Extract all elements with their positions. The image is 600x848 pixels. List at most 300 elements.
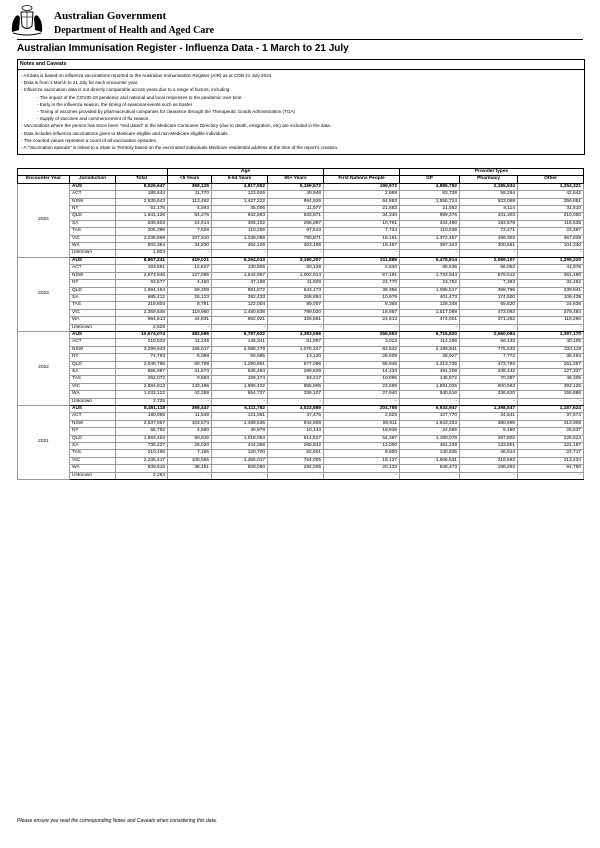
table-row	[18, 435, 584, 442]
value-cell: 25,637	[518, 428, 584, 435]
value-cell: 262,072	[116, 376, 168, 383]
value-cell: 2,528	[116, 324, 168, 331]
value-cell: 1,694,154	[116, 287, 168, 294]
encounter-year-cell: 2024	[18, 183, 70, 257]
table-row	[18, 457, 584, 464]
coat-of-arms-icon	[8, 4, 46, 38]
value-cell: 368,796	[460, 287, 518, 294]
value-cell: 802,364	[116, 243, 168, 250]
value-cell: 31,674	[168, 368, 212, 375]
value-cell: 365,102	[212, 220, 268, 227]
value-cell: 72,471	[460, 228, 518, 235]
value-cell: 2,236,859	[116, 235, 168, 242]
column-header: <5 Years	[168, 176, 212, 183]
table-group-header-row	[18, 169, 584, 176]
jurisdiction-cell: QLD	[70, 361, 116, 368]
value-cell: 3,299,643	[116, 346, 168, 353]
value-cell: 121,061	[212, 413, 268, 420]
value-cell: 65,946	[324, 361, 400, 368]
value-cell: 266,854	[268, 294, 324, 301]
table-row	[18, 398, 584, 405]
jurisdiction-cell: SA	[70, 368, 116, 375]
table-row	[18, 243, 584, 250]
value-cell: 64,275	[168, 213, 212, 220]
value-cell: -	[212, 250, 268, 257]
value-cell: 1,843,333	[400, 420, 460, 427]
value-cell: 11,549	[168, 413, 212, 420]
value-cell: 255,553	[324, 331, 400, 338]
value-cell: -	[460, 398, 518, 405]
value-cell: 107,770	[400, 413, 460, 420]
value-cell: 614,527	[268, 435, 324, 442]
value-cell: 633,871	[268, 213, 324, 220]
government-name: Australian Government	[54, 10, 167, 22]
value-cell: 56,133	[460, 339, 518, 346]
value-cell: 185,644	[116, 191, 168, 198]
value-cell: 265,842	[268, 443, 324, 450]
value-cell: 211,886	[324, 257, 400, 264]
jurisdiction-cell: WA	[70, 317, 116, 324]
value-cell: 2,235,417	[116, 457, 168, 464]
table-row	[18, 220, 584, 227]
value-cell: 145,972	[400, 376, 460, 383]
value-cell: 1,427,222	[212, 198, 268, 205]
column-header: 65+ Years	[268, 176, 324, 183]
table-row	[18, 406, 584, 413]
value-cell: 473,093	[460, 309, 518, 316]
value-cell: 133,801	[460, 443, 518, 450]
value-cell: 999,376	[400, 213, 460, 220]
value-cell: 119,960	[168, 309, 212, 316]
value-cell: 481,239	[400, 443, 460, 450]
table-row	[18, 368, 584, 375]
jurisdiction-cell: NSW	[70, 272, 116, 279]
value-cell: 4,660	[168, 428, 212, 435]
value-cell: 41,976	[518, 265, 584, 272]
value-cell: 2,284	[116, 472, 168, 479]
value-cell: 199,972	[324, 183, 400, 190]
value-cell: 64,683	[324, 198, 400, 205]
value-cell: 1,606,631	[400, 457, 460, 464]
value-cell: -	[400, 398, 460, 405]
value-cell: 193,561	[116, 265, 168, 272]
value-cell: 764,005	[268, 457, 324, 464]
value-cell: 10,674,074	[116, 331, 168, 338]
note-line: - A "Vaccination episode" is linked to a State or Territory based on the vaccinated individuals Medicare residential address at the time of the report's creation.	[21, 145, 339, 151]
table-row	[18, 354, 584, 361]
value-cell: 5,159,572	[268, 183, 324, 190]
value-cell: 548,473	[400, 465, 460, 472]
encounter-year-cell: 2023	[18, 257, 70, 331]
value-cell: 143,486	[168, 383, 212, 390]
table-row	[18, 331, 584, 338]
value-cell: 37,674	[518, 413, 584, 420]
value-cell: 1,338,088	[212, 235, 268, 242]
table-header-row	[18, 176, 584, 183]
note-line: - The counted values represent a count of all vaccination episodes.	[21, 137, 158, 143]
value-cell: 464,126	[212, 243, 268, 250]
government-header	[8, 4, 308, 38]
value-cell: 7,772	[460, 354, 518, 361]
value-cell: 356,851	[518, 198, 584, 205]
value-cell: 1,733,944	[400, 272, 460, 279]
value-cell: 83,738	[400, 191, 460, 198]
value-cell: -	[324, 472, 400, 479]
jurisdiction-cell: Unknown	[70, 472, 116, 479]
value-cell: 1,693,404	[116, 435, 168, 442]
value-cell: -	[460, 472, 518, 479]
value-cell: 105,555	[168, 457, 212, 464]
jurisdiction-cell: AUS	[70, 183, 116, 190]
value-cell: 47,188	[212, 280, 268, 287]
value-cell: -	[324, 398, 400, 405]
value-cell: -	[212, 398, 268, 405]
jurisdiction-cell: NSW	[70, 346, 116, 353]
table-row	[18, 383, 584, 390]
value-cell: -	[268, 250, 324, 257]
value-cell: -	[324, 324, 400, 331]
value-cell: 8,491,118	[116, 406, 168, 413]
value-cell: 205,396	[116, 228, 168, 235]
value-cell: 82,601	[268, 450, 324, 457]
value-cell: 42,642	[518, 191, 584, 198]
column-header: Encounter Year	[18, 176, 70, 183]
value-cell: 1,803	[116, 250, 168, 257]
jurisdiction-cell: ACT	[70, 413, 116, 420]
notes-heading: Notes and Caveats	[18, 60, 584, 70]
value-cell: 1,885,422	[212, 383, 268, 390]
value-cell: 685,412	[116, 294, 168, 301]
value-cell: 401,473	[400, 294, 460, 301]
value-cell: 113,462	[168, 198, 212, 205]
jurisdiction-cell: ACT	[70, 339, 116, 346]
value-cell: 40,105	[518, 339, 584, 346]
value-cell: 775,533	[460, 346, 518, 353]
jurisdiction-cell: AUS	[70, 257, 116, 264]
value-cell: 121,187	[518, 443, 584, 450]
value-cell: 1,555,724	[400, 198, 460, 205]
jurisdiction-cell: NSW	[70, 198, 116, 205]
table-row	[18, 317, 584, 324]
value-cell: 482,596	[168, 331, 212, 338]
value-cell: 1,002,914	[268, 272, 324, 279]
table-row	[18, 443, 584, 450]
value-cell: 195,293	[460, 465, 518, 472]
value-cell: 69,309	[168, 287, 212, 294]
value-cell: 130,805	[212, 265, 268, 272]
column-header: Pharmacy	[460, 176, 518, 183]
value-cell: 210,050	[518, 213, 584, 220]
value-cell: 5,088	[168, 354, 212, 361]
value-cell: 7,734	[324, 228, 400, 235]
value-cell: 14,234	[324, 368, 400, 375]
value-cell: 393,125	[518, 383, 584, 390]
value-cell: 369,125	[168, 183, 212, 190]
value-cell: 9,683	[168, 376, 212, 383]
value-cell: 32,462	[518, 280, 584, 287]
table-row	[18, 272, 584, 279]
value-cell: 18,127	[324, 457, 400, 464]
value-cell: 2,369,646	[116, 309, 168, 316]
value-cell: 535,484	[212, 368, 268, 375]
value-cell: 34,641	[460, 413, 518, 420]
jurisdiction-cell: QLD	[70, 435, 116, 442]
value-cell: 26,123	[168, 294, 212, 301]
value-cell: 790,871	[268, 235, 324, 242]
jurisdiction-cell: NT	[70, 428, 116, 435]
table-row	[18, 391, 584, 398]
value-cell: 45,006	[212, 206, 268, 213]
value-cell: 2,537,957	[116, 420, 168, 427]
value-cell: 24,614	[168, 220, 212, 227]
table-row	[18, 250, 584, 257]
value-cell: 361,490	[518, 272, 584, 279]
value-cell: 294,005	[268, 465, 324, 472]
value-cell: 11,577	[268, 206, 324, 213]
value-cell: 344,490	[400, 220, 460, 227]
value-cell: 63,577	[116, 280, 168, 287]
column-header: Total	[116, 176, 168, 183]
encounter-year-cell: 2021	[18, 406, 70, 480]
value-cell: 1,254,321	[518, 183, 584, 190]
value-cell: 944,808	[268, 420, 324, 427]
value-cell: 156,017	[168, 346, 212, 353]
value-cell: 36,356	[324, 287, 400, 294]
value-cell: 10,143	[268, 428, 324, 435]
value-cell: 5,264,013	[212, 257, 268, 264]
value-cell: 855,905	[268, 383, 324, 390]
value-cell: 210,533	[116, 339, 168, 346]
value-cell: 491,208	[400, 368, 460, 375]
value-cell: 31,510	[518, 206, 584, 213]
value-cell: 3,393,556	[268, 331, 324, 338]
note-line: - Supply of vaccines and commencement of flu season.	[37, 116, 150, 122]
value-cell: 6,797,922	[212, 331, 268, 338]
value-cell: 110,538	[400, 228, 460, 235]
jurisdiction-cell: WA	[70, 243, 116, 250]
column-header: First Nations People	[324, 176, 400, 183]
value-cell: 474,001	[400, 317, 460, 324]
value-cell: 49,948	[268, 191, 324, 198]
value-cell: 287,802	[460, 435, 518, 442]
value-cell: -	[518, 472, 584, 479]
value-cell: 2,068,279	[212, 346, 268, 353]
value-cell: 509,060	[212, 465, 268, 472]
value-cell: 2,640	[324, 265, 400, 272]
value-cell: 21,683	[324, 206, 400, 213]
value-cell: 82,542	[324, 346, 400, 353]
value-cell: 5,478,914	[400, 257, 460, 264]
value-cell: 120,700	[212, 450, 268, 457]
value-cell: 87,513	[268, 228, 324, 235]
encounter-year-cell: 2022	[18, 331, 70, 405]
value-cell: 18,191	[324, 235, 400, 242]
value-cell: 3,190,207	[268, 257, 324, 264]
value-cell: 65,820	[460, 302, 518, 309]
value-cell: 397,343	[400, 243, 460, 250]
influenza-data-table	[17, 168, 584, 480]
value-cell: 5,111,782	[212, 406, 268, 413]
value-cell: 1,891,025	[400, 383, 460, 390]
table-row	[18, 376, 584, 383]
value-cell: -	[518, 324, 584, 331]
value-cell: 8,600	[324, 450, 400, 457]
value-cell: 799,020	[268, 309, 324, 316]
value-cell: 55,782	[116, 428, 168, 435]
value-cell: 93,417	[268, 376, 324, 383]
value-cell: 1,641,126	[116, 213, 168, 220]
value-cell: 1,299,220	[518, 257, 584, 264]
value-cell: 8,368	[324, 302, 400, 309]
value-cell: 238,442	[460, 368, 518, 375]
value-cell: 7,363	[460, 280, 518, 287]
value-cell: 18,857	[324, 309, 400, 316]
table-row	[18, 361, 584, 368]
value-cell: 3,013	[324, 339, 400, 346]
value-cell: 104,340	[518, 243, 584, 250]
value-cell: 24,555	[400, 428, 460, 435]
value-cell: 114,295	[400, 339, 460, 346]
value-cell: 2,668	[324, 191, 400, 198]
value-cell: 654,727	[212, 391, 268, 398]
value-cell: 174,500	[460, 294, 518, 301]
value-cell: 355,447	[168, 406, 212, 413]
value-cell: 2,535,643	[116, 198, 168, 205]
header-divider	[17, 39, 583, 40]
jurisdiction-cell: AUS	[70, 331, 116, 338]
value-cell: 313,908	[518, 420, 584, 427]
value-cell: 367,839	[518, 235, 584, 242]
value-cell: 1,517,069	[400, 309, 460, 316]
column-header: Jurisdiction	[70, 176, 116, 183]
value-cell: 736,227	[116, 443, 168, 450]
jurisdiction-cell: TAS	[70, 376, 116, 383]
table-row	[18, 428, 584, 435]
jurisdiction-cell: QLD	[70, 213, 116, 220]
value-cell: 109,439	[518, 294, 584, 301]
value-cell: 1,397,170	[518, 331, 584, 338]
table-row	[18, 265, 584, 272]
value-cell: 180,085	[116, 413, 168, 420]
value-cell: 300,681	[460, 243, 518, 250]
table-row	[18, 339, 584, 346]
value-cell: 7,165	[168, 450, 212, 457]
value-cell: -	[460, 324, 518, 331]
value-cell: -	[268, 324, 324, 331]
value-cell: -	[460, 250, 518, 257]
table-row	[18, 191, 584, 198]
value-cell: 313,434	[518, 457, 584, 464]
value-cell: 11,770	[168, 191, 212, 198]
jurisdiction-cell: TAS	[70, 450, 116, 457]
value-cell: 103,574	[168, 420, 212, 427]
jurisdiction-cell: ACT	[70, 265, 116, 272]
table-row	[18, 257, 584, 264]
value-cell: 127,337	[518, 368, 584, 375]
value-cell: 473,793	[460, 361, 518, 368]
value-cell: 50,129	[268, 265, 324, 272]
value-cell: 2,560,084	[460, 331, 518, 338]
value-cell: 623,068	[460, 198, 518, 205]
value-cell: 2,189,941	[400, 346, 460, 353]
column-header: Other	[518, 176, 584, 183]
jurisdiction-cell: WA	[70, 391, 116, 398]
value-cell: 119,260	[518, 317, 584, 324]
value-cell: 1,075,347	[268, 346, 324, 353]
value-cell: 677,096	[268, 361, 324, 368]
footer-note: Please ensure you read the corresponding Notes and Caveats when considering this data.	[17, 818, 218, 824]
value-cell: -	[324, 250, 400, 257]
value-cell: 54,387	[324, 435, 400, 442]
value-cell: 18,936	[324, 428, 400, 435]
value-cell: 981,872	[212, 287, 268, 294]
value-cell: 4,817,952	[212, 183, 268, 190]
value-cell: 145,341	[212, 339, 268, 346]
value-cell: 636,603	[116, 220, 168, 227]
table-row	[18, 346, 584, 353]
jurisdiction-cell: TAS	[70, 228, 116, 235]
jurisdiction-cell: Unknown	[70, 324, 116, 331]
value-cell: 80,799	[168, 361, 212, 368]
value-cell: 20,133	[324, 465, 400, 472]
note-line: - Vaccinations where the person has since been "end dated" in the Medicare Consumer Directory (due to death, emigration, etc) are included in the data.	[21, 123, 332, 129]
value-cell: 8,526,647	[116, 183, 168, 190]
value-cell: -	[400, 250, 460, 257]
value-cell: 8,867,241	[116, 257, 168, 264]
value-cell: 2,089,107	[460, 257, 518, 264]
value-cell: 28,927	[400, 354, 460, 361]
note-line: - All data is based on influenza vaccinations reported to the Australian Immunisation Register (AIR) as at COB 21 July 2024.	[21, 73, 273, 78]
value-cell: 1,085,517	[400, 287, 460, 294]
table-row	[18, 198, 584, 205]
table-row	[18, 324, 584, 331]
value-cell: 379,484	[518, 309, 584, 316]
jurisdiction-cell: QLD	[70, 287, 116, 294]
value-cell: 1,180,078	[400, 435, 460, 442]
value-cell: -	[400, 472, 460, 479]
jurisdiction-cell: NT	[70, 354, 116, 361]
value-cell: 13,120	[268, 354, 324, 361]
value-cell: 2,048,786	[116, 361, 168, 368]
table-row	[18, 206, 584, 213]
value-cell: -	[268, 398, 324, 405]
value-cell: -	[518, 250, 584, 257]
value-cell: 34,340	[324, 213, 400, 220]
department-name: Department of Health and Aged Care	[54, 25, 215, 36]
value-cell: 118,535	[518, 220, 584, 227]
note-line: - Data includes influenza vaccinations given to Medicare eligible and non-Medicare eligible individuals.	[21, 130, 229, 136]
table-row	[18, 420, 584, 427]
value-cell: 8,114	[460, 206, 518, 213]
table-row	[18, 465, 584, 472]
jurisdiction-cell: ACT	[70, 191, 116, 198]
value-cell: 334,119	[518, 346, 584, 353]
value-cell: 12,000	[324, 443, 400, 450]
value-cell: 2,673,946	[116, 272, 168, 279]
value-cell: 46,914	[460, 450, 518, 457]
table-row	[18, 183, 584, 190]
value-cell: 1,033,122	[116, 391, 168, 398]
value-cell: 336,107	[268, 391, 324, 398]
value-cell: 856,987	[116, 368, 168, 375]
value-cell: 159,174	[212, 376, 268, 383]
value-cell: 2,725	[116, 398, 168, 405]
table-row	[18, 235, 584, 242]
jurisdiction-cell: WA	[70, 465, 116, 472]
value-cell: 34,830	[168, 243, 212, 250]
value-cell: 44,831	[168, 317, 212, 324]
value-cell: 1,018,064	[212, 435, 268, 442]
